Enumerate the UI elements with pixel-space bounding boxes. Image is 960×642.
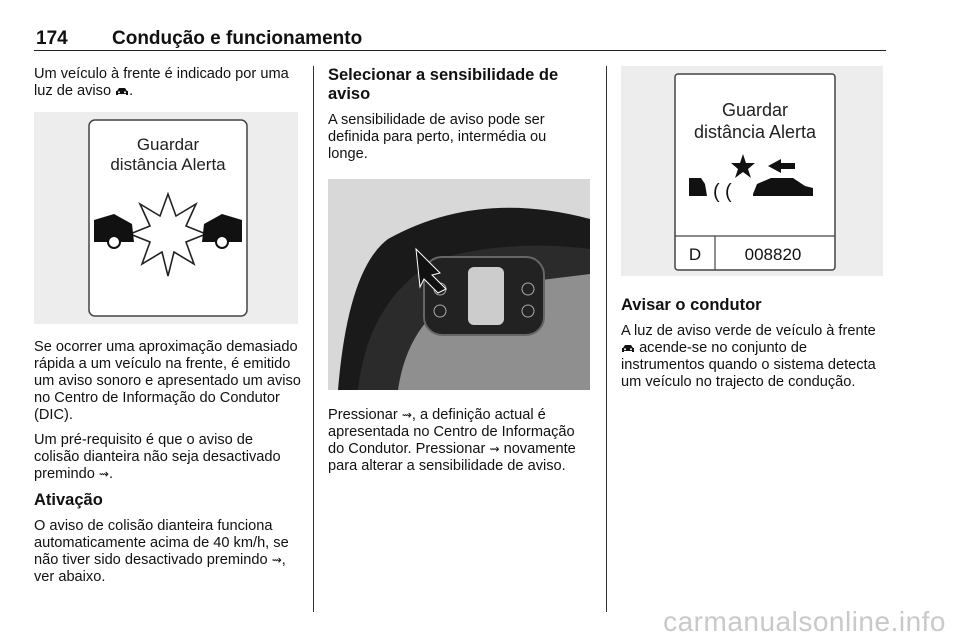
collision-alert-figure	[34, 112, 298, 324]
page-number: 174	[36, 28, 68, 49]
steering-wheel-figure	[328, 179, 590, 390]
gear-indicator: D	[688, 245, 702, 264]
collision-warning-button-icon: ⇝	[489, 442, 500, 456]
sensitivity-heading: Selecionar a sensibilidade de aviso	[328, 66, 559, 103]
svg-text:(: (	[725, 181, 732, 203]
prerequisite-paragraph: Um pré-requisito é que o aviso de colisão dianteira não seja desactivado premindo ⇝.	[34, 432, 281, 482]
control-roller	[468, 267, 504, 325]
fig3-line1: Guardar	[721, 100, 789, 120]
svg-text:(: (	[713, 181, 720, 203]
press-paragraph: Pressionar ⇝, a definição actual é apresentada no Centro de Informação do Condutor. Pressionar ⇝ novamente para alterar a sensibilidade de aviso.	[328, 407, 576, 474]
page-header	[34, 6, 886, 51]
collision-warning-button-icon: ⇝	[401, 408, 412, 422]
watermark: carmanualsonline.info	[663, 606, 946, 637]
column-2-body	[328, 407, 590, 483]
column-divider	[606, 66, 607, 612]
column-divider	[313, 66, 314, 612]
column-3	[621, 296, 883, 399]
column-1	[34, 66, 302, 108]
dic-display-figure	[621, 66, 883, 276]
activation-heading: Ativação	[34, 491, 103, 509]
car-ahead-icon	[621, 344, 635, 353]
dic-display-illustration	[621, 66, 883, 276]
activation-paragraph: O aviso de colisão dianteira funciona automaticamente acima de 40 km/h, se não tiver sido desactivado premindo ⇝, ver abaixo.	[34, 518, 289, 585]
fig3-line2: distância Alerta	[693, 122, 817, 142]
sensitivity-paragraph: A sensibilidade de aviso pode ser definida para perto, intermédia ou longe.	[328, 112, 547, 162]
page-title: Condução e funcionamento	[112, 28, 363, 49]
intro-paragraph: Um veículo à frente é indicado por uma luz de aviso .	[34, 66, 289, 99]
column-2	[328, 66, 590, 171]
collision-warning-button-icon: ⇝	[271, 553, 282, 567]
collision-alert-illustration	[34, 112, 298, 324]
warn-driver-paragraph: A luz de aviso verde de veículo à frente acende-se no conjunto de instrumentos quando o sistema detecta um veículo no trajecto de condução.	[621, 323, 876, 390]
approach-paragraph: Se ocorrer uma aproximação demasiado rápida a um veículo na frente, é emitido um aviso sonoro e apresentado um aviso no Centro de Informação do Condutor (DIC).	[34, 339, 301, 423]
steering-wheel-illustration	[328, 179, 590, 390]
collision-warning-button-icon: ⇝	[98, 467, 109, 481]
car-ahead-icon	[115, 87, 129, 96]
odometer-value: 008820	[744, 245, 802, 264]
fig1-line2: distância Alerta	[110, 155, 226, 174]
warn-driver-heading: Avisar o condutor	[621, 296, 762, 314]
column-1-body	[34, 339, 302, 594]
impact-star-icon	[130, 194, 206, 276]
fig1-line1: Guardar	[136, 135, 200, 154]
